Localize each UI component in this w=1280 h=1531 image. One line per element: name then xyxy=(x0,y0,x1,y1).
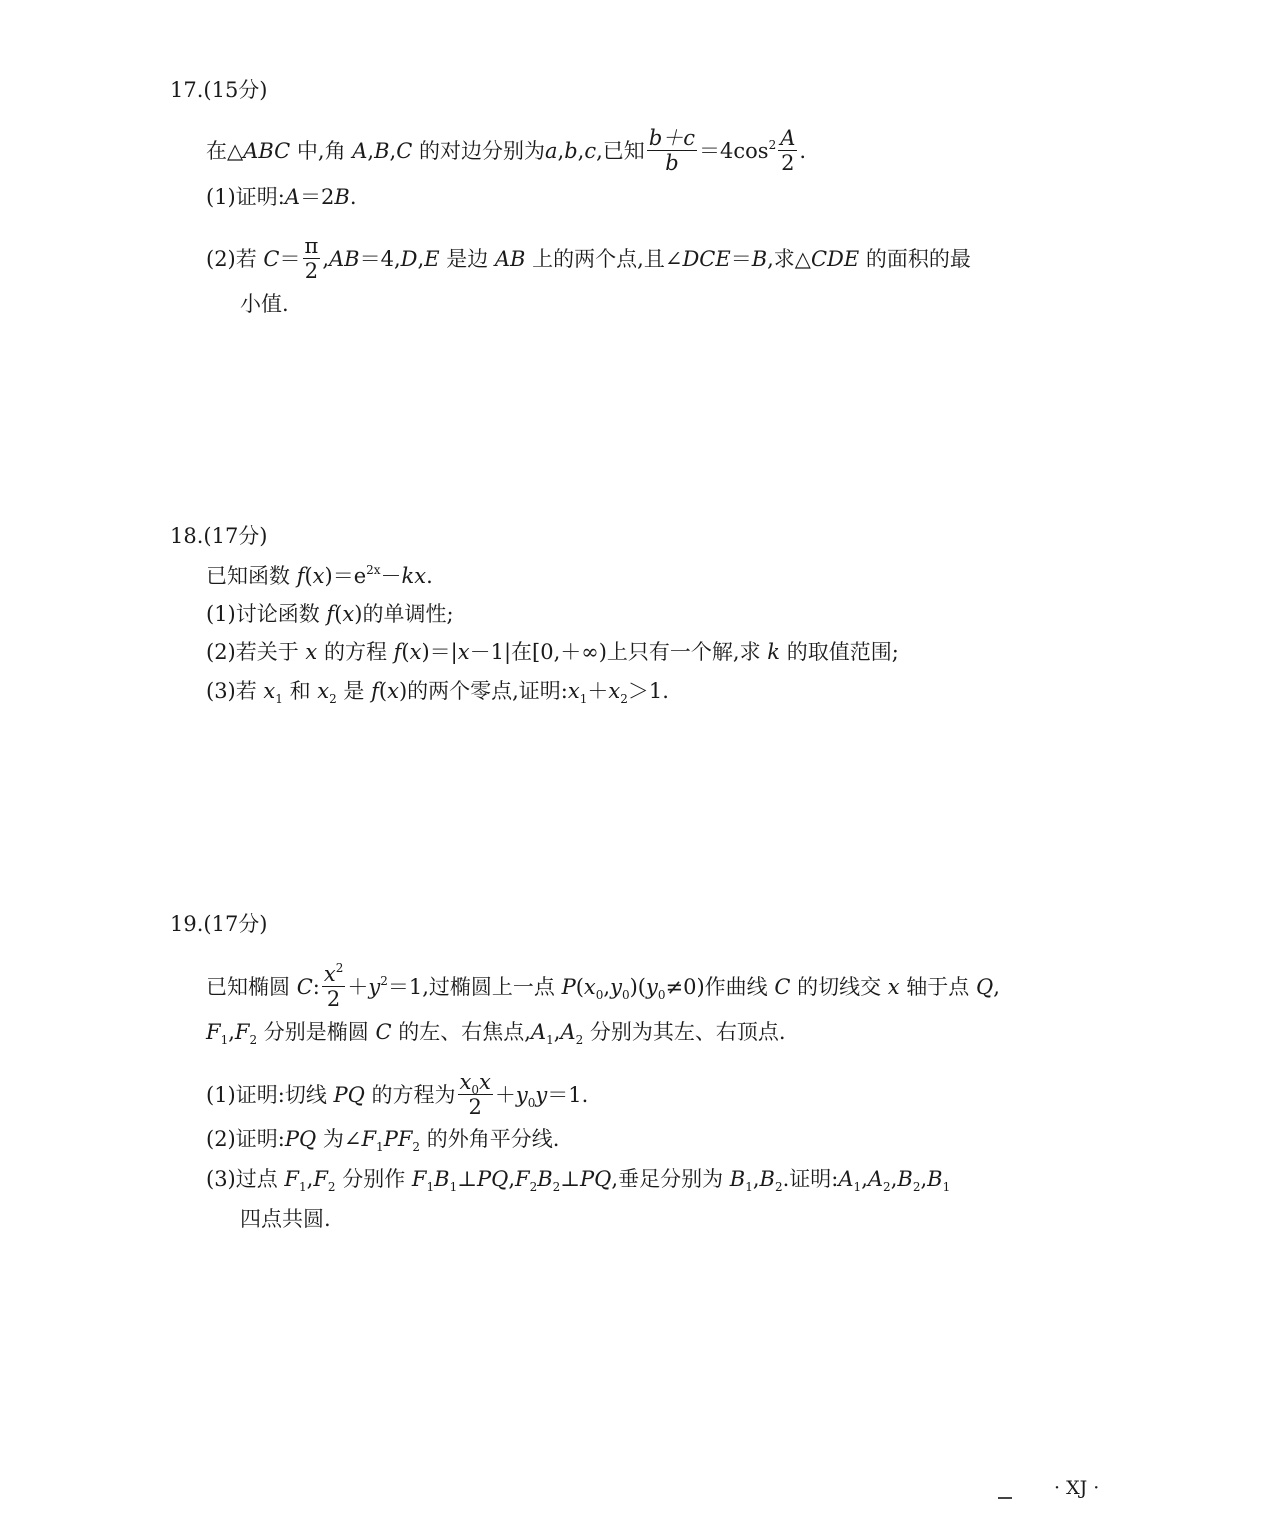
q17-part2-var: AB xyxy=(329,247,360,271)
q17-part2-text: 上的两个点,且∠ xyxy=(525,247,683,271)
q17-stem-var: a xyxy=(545,139,558,163)
superscript: 2 xyxy=(380,974,388,988)
q19-part1-text: 的方程为 xyxy=(364,1083,456,1107)
q18-part2-text: )＝| xyxy=(421,640,458,664)
q19-part3-text: ⊥ xyxy=(457,1167,477,1191)
q19-stem-text: 分别是椭圆 xyxy=(257,1020,376,1044)
q17-stem xyxy=(206,128,806,177)
q19-fraction-x0x-over-2 xyxy=(458,1070,493,1119)
q19-stem-text: )( xyxy=(629,975,646,999)
q19-stem-text: ( xyxy=(575,975,584,999)
q17-part2-var: DCE xyxy=(682,247,731,271)
q18-part3-text: ( xyxy=(378,679,388,703)
q18-part2-text: －1|在[0,＋∞)上只有一个解,求 xyxy=(469,640,768,664)
q19-part3-var: A xyxy=(838,1167,854,1191)
q19-part3-text: ,垂足分别为 xyxy=(611,1167,730,1191)
q17-part2-var: D xyxy=(400,247,418,271)
q17-stem-text: ,已知 xyxy=(596,139,645,163)
q17-part2-text: 是边 xyxy=(439,247,495,271)
q19-stem-var: y xyxy=(610,975,622,999)
q18-part2-text: ( xyxy=(401,640,410,664)
q19-stem-text: , xyxy=(228,1020,235,1044)
q17-stem-text: . xyxy=(799,139,807,163)
q18-stem-text: － xyxy=(380,564,402,588)
q19-stem-text: 分别为其左、右顶点. xyxy=(583,1020,786,1044)
q17-stem-var: c xyxy=(584,139,597,163)
q18-stem-var: x xyxy=(312,564,325,588)
q17-part1-var: B xyxy=(334,185,350,209)
subscript: 0 xyxy=(527,1096,536,1110)
subscript: 1 xyxy=(942,1180,951,1194)
subscript: 2 xyxy=(552,1180,561,1194)
q19-stem-var: y xyxy=(368,975,381,999)
subscript: 2 xyxy=(620,692,628,706)
q18-part3-var: x xyxy=(263,679,276,703)
q17-stem-var: B xyxy=(374,139,390,163)
q19-part1-var: PQ xyxy=(333,1083,365,1107)
q19-part1 xyxy=(206,1072,588,1121)
subscript: 0 xyxy=(471,1083,480,1097)
q18-stem-text: ( xyxy=(304,564,313,588)
q19-part3-var: PQ xyxy=(476,1167,509,1191)
q17-stem-var: A xyxy=(352,139,368,163)
q18-part3-var: x xyxy=(608,679,621,703)
q19-part3-text: , xyxy=(861,1167,868,1191)
subscript: 1 xyxy=(579,692,588,706)
q19-stem-var: C xyxy=(375,1020,392,1044)
q17-part2-text: (2)若 xyxy=(206,247,264,271)
q19-part3-var: B xyxy=(537,1167,553,1191)
q18-part3-var: x xyxy=(317,679,330,703)
q18-part2-text: (2)若关于 xyxy=(206,640,306,664)
q19-part3-var: PQ xyxy=(580,1167,612,1191)
q19-part3-text: .证明: xyxy=(782,1167,839,1191)
subscript: 1 xyxy=(376,1140,384,1154)
q18-part1 xyxy=(206,600,454,628)
numerator-var: x xyxy=(323,962,336,986)
q18-part3 xyxy=(206,677,669,705)
q19-stem-var: x xyxy=(887,975,900,999)
q18-part1-text: )的单调性; xyxy=(354,602,454,626)
q19-part2-text: 为∠ xyxy=(316,1127,362,1151)
q17-part1-text: (1)证明: xyxy=(206,185,285,209)
q19-part3 xyxy=(206,1165,950,1193)
q19-part2-text: 的外角平分线. xyxy=(420,1127,560,1151)
fraction-denominator xyxy=(303,259,321,283)
q19-stem-var: y xyxy=(645,975,658,999)
q18-part2-text: 的取值范围; xyxy=(780,640,899,664)
q19-stem-var: C xyxy=(296,975,313,999)
q19-part3-var: F xyxy=(411,1167,427,1191)
q17-part2-continuation: 小值. xyxy=(240,292,289,316)
q19-stem-text: 已知椭圆 xyxy=(206,975,297,999)
fraction-numerator xyxy=(322,962,345,987)
q19-stem-var: A xyxy=(530,1020,547,1044)
q19-stem-text: , xyxy=(603,975,611,999)
q18-heading: 18.(17分) xyxy=(170,524,268,548)
q19-stem-var: Q xyxy=(975,975,994,999)
q17-stem-text: , xyxy=(577,139,585,163)
q17-part2-text: 的面积的最 xyxy=(859,247,971,271)
q19-stem-line2 xyxy=(206,1018,786,1046)
q18-stem-var: f xyxy=(296,564,305,588)
q17-part2-text: ,求△ xyxy=(767,247,811,271)
q19-part3-text: , xyxy=(752,1167,760,1191)
q17-stem-var: ABC xyxy=(243,139,291,163)
q17-part2-var: B xyxy=(751,247,768,271)
q17-stem-text: ＝4cos xyxy=(699,139,769,163)
q19-part3-var: B xyxy=(927,1167,943,1191)
q18-part1-var: x xyxy=(342,602,355,626)
denominator-text: b xyxy=(665,151,679,175)
subscript: 2 xyxy=(412,1140,421,1154)
q19-stem-text: , xyxy=(993,975,1000,999)
fraction-denominator xyxy=(778,151,797,175)
q19-part3-var: A xyxy=(867,1167,884,1191)
q19-part3-var: F xyxy=(515,1167,530,1191)
subscript: 2 xyxy=(529,1180,538,1194)
q19-stem-text: 的左、右焦点, xyxy=(391,1020,531,1044)
denominator-text: 2 xyxy=(304,259,319,283)
subscript: 1 xyxy=(449,1180,458,1194)
q17-part1 xyxy=(206,183,357,211)
subscript: 1 xyxy=(745,1180,753,1194)
q17-part2-text: ＝ xyxy=(279,247,301,271)
q18-part2-var: x xyxy=(305,640,318,664)
subscript: 2 xyxy=(883,1180,891,1194)
q18-stem-text: . xyxy=(426,564,433,588)
q19-stem-text: : xyxy=(312,975,320,999)
q18-part3-var: x xyxy=(567,679,580,703)
q17-part2-var: E xyxy=(424,247,440,271)
q19-part3-text: (3)过点 xyxy=(206,1167,285,1191)
q17-part1-text: . xyxy=(349,185,357,209)
q17-stem-text: , xyxy=(389,139,397,163)
q19-part3-var: B xyxy=(729,1167,746,1191)
subscript: 1 xyxy=(426,1180,435,1194)
q19-part1-text: ＝1. xyxy=(547,1083,589,1107)
q17-stem-text: 中,角 xyxy=(290,139,353,163)
q17-part2-var: CDE xyxy=(810,247,860,271)
q19-part3-var: B xyxy=(897,1167,913,1191)
q19-part3-var: B xyxy=(759,1167,775,1191)
q17-stem-var: b xyxy=(564,139,578,163)
q19-part1-var: y xyxy=(515,1083,528,1107)
q19-stem-var: P xyxy=(561,975,576,999)
denominator-text: 2 xyxy=(781,151,795,175)
subscript: 2 xyxy=(329,692,337,706)
q19-stem-var: x xyxy=(583,975,596,999)
q19-part1-text: (1)证明:切线 xyxy=(206,1083,334,1107)
q19-heading: 19.(17分) xyxy=(170,912,268,936)
q17-stem-text: , xyxy=(367,139,375,163)
q18-part3-var: x xyxy=(387,679,399,703)
q19-part2-var: PF xyxy=(383,1127,413,1151)
subscript: 2 xyxy=(912,1180,921,1194)
q19-part3-text: , xyxy=(306,1167,314,1191)
q19-part3-text: 分别作 xyxy=(335,1167,412,1191)
footer-dash-mark xyxy=(998,1497,1012,1499)
q17-part2-var: C xyxy=(263,247,280,271)
q19-part1-text: ＋ xyxy=(494,1083,516,1107)
subscript: 1 xyxy=(853,1180,862,1194)
fraction-denominator xyxy=(647,151,697,175)
q17-part2-text: ＝ xyxy=(730,247,752,271)
q19-stem-text: 轴于点 xyxy=(899,975,976,999)
superscript: 2x xyxy=(366,563,381,577)
subscript: 1 xyxy=(546,1033,554,1047)
q19-stem-text: 的切线交 xyxy=(790,975,888,999)
q19-part3-var: F xyxy=(284,1167,299,1191)
q17-part1-text: ＝2 xyxy=(300,185,335,209)
q18-part3-text: ＋ xyxy=(587,679,609,703)
q18-part2-var: x xyxy=(457,640,470,664)
q18-stem-var: kx xyxy=(401,564,427,588)
numerator-var: x xyxy=(459,1070,472,1094)
q17-part1-var: A xyxy=(284,185,300,209)
superscript: 2 xyxy=(335,961,344,975)
q19-stem xyxy=(206,961,1000,1013)
q18-stem-text: 已知函数 xyxy=(206,564,297,588)
q18-part2 xyxy=(206,638,899,666)
q17-stem-var: C xyxy=(396,139,413,163)
q19-fraction-x2-over-2 xyxy=(322,962,345,1011)
subscript: 1 xyxy=(220,1033,229,1047)
q17-part2-text: ＝4, xyxy=(359,247,401,271)
denominator-text: 2 xyxy=(468,1095,482,1119)
q18-part3-text: (3)若 xyxy=(206,679,264,703)
q19-stem-text: ＋ xyxy=(347,975,369,999)
q18-part1-var: f xyxy=(326,602,335,626)
q18-part1-text: (1)讨论函数 xyxy=(206,602,327,626)
q19-part3-var: B xyxy=(434,1167,450,1191)
q19-part3-text: , xyxy=(890,1167,898,1191)
subscript: 2 xyxy=(575,1033,584,1047)
q18-stem xyxy=(206,562,433,590)
q17-part2-var: AB xyxy=(494,247,526,271)
q19-part2-text: (2)证明: xyxy=(206,1127,285,1151)
q18-part3-var: f xyxy=(371,679,379,703)
q19-stem-var: F xyxy=(234,1020,250,1044)
page-footer-mark: · XJ · xyxy=(1054,1477,1100,1499)
fraction-denominator xyxy=(322,987,345,1011)
q18-part3-text: )的两个零点,证明: xyxy=(398,679,568,703)
q19-stem-var: C xyxy=(774,975,791,999)
superscript: 2 xyxy=(768,138,777,152)
q18-part3-text: 是 xyxy=(336,679,372,703)
fraction-denominator xyxy=(458,1095,493,1119)
q17-fraction-a-over-2 xyxy=(778,126,797,175)
subscript: 0 xyxy=(657,988,666,1002)
q17-part2 xyxy=(206,236,971,285)
q17-fraction-b-plus-c-over-b xyxy=(647,126,697,175)
q19-part3-text: , xyxy=(508,1167,515,1191)
fraction-numerator xyxy=(303,234,321,259)
q17-fraction-pi-over-2 xyxy=(303,234,321,283)
q19-part3-continuation: 四点共圆. xyxy=(240,1207,331,1231)
fraction-numerator xyxy=(458,1070,493,1095)
q18-part2-text: 的方程 xyxy=(317,640,394,664)
numerator-text: b＋c xyxy=(648,126,696,150)
q19-part1-var: y xyxy=(535,1083,548,1107)
numerator-var: x xyxy=(479,1070,491,1094)
q17-part2-text: , xyxy=(417,247,425,271)
numerator-text: A xyxy=(780,126,796,150)
subscript: 0 xyxy=(595,988,604,1002)
q19-part2-var: F xyxy=(361,1127,377,1151)
subscript: 1 xyxy=(275,692,283,706)
q19-stem-text: , xyxy=(553,1020,561,1044)
q18-part2-var: k xyxy=(767,640,781,664)
numerator-text: π xyxy=(304,234,319,258)
q19-stem-var: F xyxy=(206,1020,221,1044)
q19-part2 xyxy=(206,1125,559,1153)
q19-stem-text: ≠0)作曲线 xyxy=(665,975,775,999)
q18-part3-text: 和 xyxy=(282,679,318,703)
q19-stem-var: A xyxy=(560,1020,576,1044)
q19-stem-text: ＝1,过椭圆上一点 xyxy=(387,975,562,999)
subscript: 1 xyxy=(299,1180,307,1194)
subscript: 2 xyxy=(327,1180,336,1194)
q17-heading: 17.(15分) xyxy=(170,78,268,102)
q19-part2-var: PQ xyxy=(284,1127,317,1151)
q18-part3-text: ＞1. xyxy=(627,679,669,703)
subscript: 2 xyxy=(774,1180,783,1194)
q18-part2-var: f xyxy=(393,640,402,664)
denominator-text: 2 xyxy=(326,987,341,1011)
q19-part3-var: F xyxy=(313,1167,328,1191)
q18-stem-text: )＝e xyxy=(324,564,367,588)
fraction-numerator xyxy=(778,126,797,151)
subscript: 2 xyxy=(249,1033,258,1047)
q17-stem-text: 在△ xyxy=(206,139,244,163)
q18-part1-text: ( xyxy=(334,602,343,626)
q17-stem-text: , xyxy=(557,139,565,163)
q19-part3-text: , xyxy=(920,1167,928,1191)
q19-part3-text: ⊥ xyxy=(560,1167,581,1191)
fraction-numerator xyxy=(647,126,697,151)
q17-stem-text: 的对边分别为 xyxy=(412,139,545,163)
subscript: 0 xyxy=(621,988,630,1002)
q17-part2-text: , xyxy=(322,247,329,271)
q18-part2-var: x xyxy=(409,640,422,664)
